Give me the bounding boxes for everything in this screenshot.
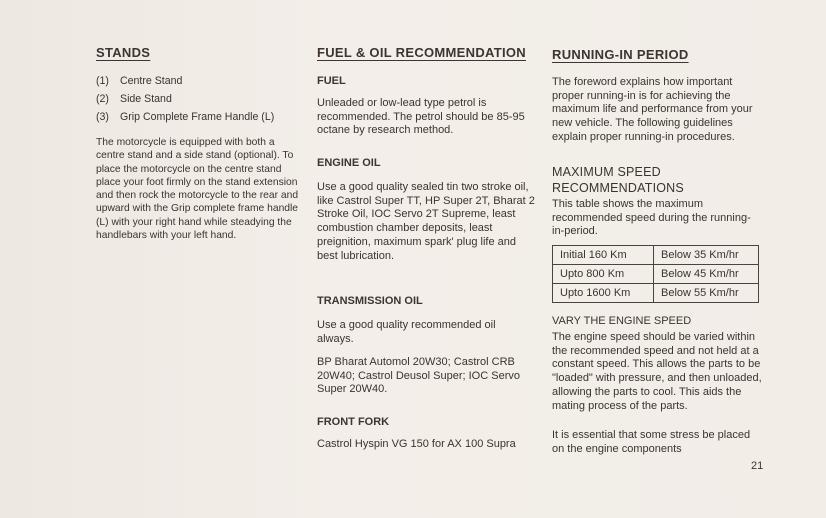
vary-speed-text: The engine speed should be varied within the recommended speed and not held at a constant speed. This allows the parts to be "loaded" with pressure, and then unloaded, allowing the parts to cool. This aids the mating process of the parts.: [552, 331, 762, 412]
page-number: 21: [751, 460, 764, 472]
fuel-subheading: FUEL: [317, 75, 346, 87]
front-fork-subheading: FRONT FORK: [317, 416, 390, 428]
stands-heading: STANDS: [96, 45, 151, 60]
max-speed-heading: MAXIMUM SPEED RECOMMENDATIONS: [552, 165, 684, 195]
stands-list-item: [96, 75, 182, 87]
table-cell-speed: Below 55 Km/hr: [654, 284, 759, 303]
front-fork-text: Castrol Hyspin VG 150 for AX 100 Supra: [317, 438, 516, 450]
table-cell-distance: Upto 800 Km: [553, 265, 654, 284]
essential-stress-text: It is essential that some stress be placed on the engine components: [552, 429, 751, 455]
list-item-text: Grip Complete Frame Handle (L): [120, 111, 275, 123]
speed-table: [552, 245, 759, 303]
transmission-oil-text: Use a good quality recommended oil always.: [317, 319, 496, 345]
table-cell-distance: Upto 1600 Km: [553, 284, 654, 303]
table-row: [553, 284, 759, 303]
max-speed-text: This table shows the maximum recommended speed during the running-in-period.: [552, 198, 751, 238]
table-cell-distance: Initial 160 Km: [553, 246, 654, 265]
stands-body-text: The motorcycle is equipped with both a centre stand and a side stand (optional). To place the motorcycle on the centre stand place your foot firmly on the stand extension and then rock the motorcycle to the rear and upward with the Grip complete frame handle (L) with your right hand while steadying the handlebars with your left hand.: [96, 137, 299, 242]
list-item-number: (2): [96, 93, 109, 105]
vary-speed-heading: VARY THE ENGINE SPEED: [552, 315, 692, 327]
transmission-oil-brands: BP Bharat Automol 20W30; Castrol CRB 20W40; Castrol Deusol Super; IOC Servo Super 20W40.: [317, 356, 520, 396]
table-cell-speed: Below 35 Km/hr: [654, 246, 759, 265]
table-cell-speed: Below 45 Km/hr: [654, 265, 759, 284]
running-in-heading: RUNNING-IN PERIOD: [552, 47, 689, 62]
transmission-oil-subheading: TRANSMISSION OIL: [317, 295, 423, 307]
engine-oil-text: Use a good quality sealed tin two stroke oil, like Castrol Super TT, HP Super 2T, Bharat 2 Stroke Oil, IOC Servo 2T Supreme, least combustion chamber deposits, least preignition, maximum spark' plug life and best lubrication.: [317, 181, 535, 262]
list-item-text: Side Stand: [120, 93, 172, 105]
running-in-intro: The foreword explains how important proper running-in is for achieving the maximum life and performance from your new vehicle. The following guidelines explain proper running-in procedures.: [552, 76, 753, 143]
engine-oil-subheading: ENGINE OIL: [317, 157, 381, 169]
fuel-oil-heading: FUEL & OIL RECOMMENDATION: [317, 45, 526, 60]
fuel-text: Unleaded or low-lead type petrol is recommended. The petrol should be 85-95 octane by research method.: [317, 97, 525, 137]
table-row: [553, 246, 759, 265]
list-item-number: (1): [96, 75, 109, 87]
list-item-text: Centre Stand: [120, 75, 183, 87]
table-row: [553, 265, 759, 284]
list-item-number: (3): [96, 111, 109, 123]
stands-list-item: [96, 93, 172, 105]
stands-list-item: [96, 111, 274, 123]
